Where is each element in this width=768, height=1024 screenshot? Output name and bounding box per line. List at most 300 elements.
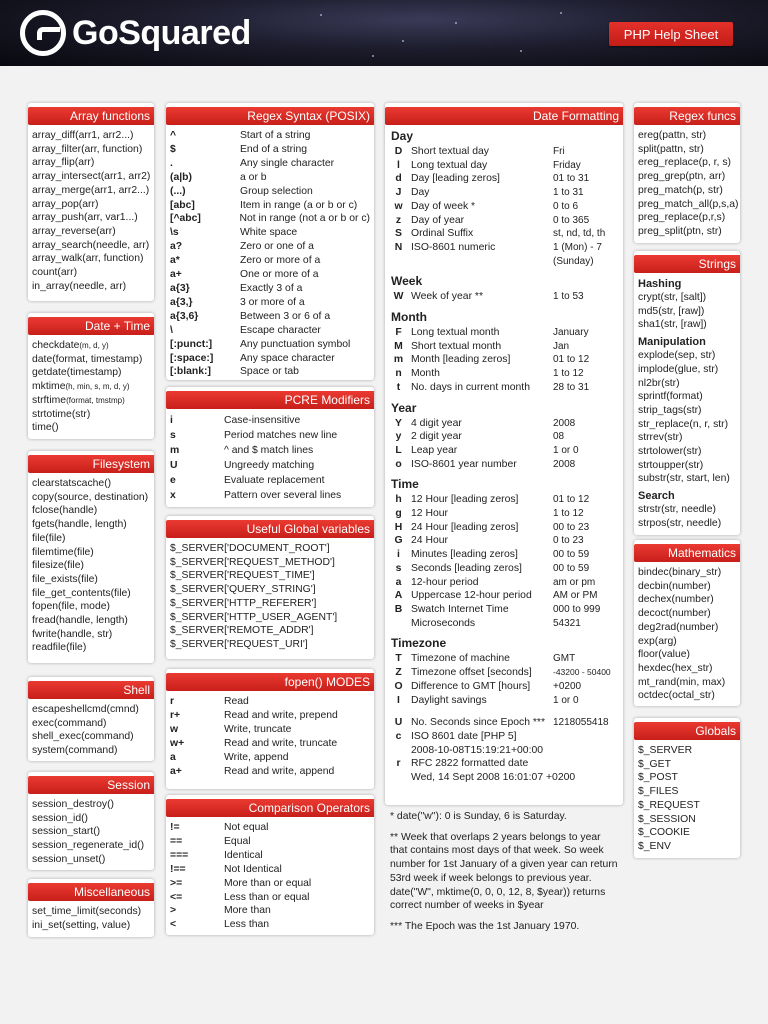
table-row — [391, 353, 619, 367]
list-item: preg_grep(ptn, arr) — [638, 171, 726, 183]
list-item: crypt(str, [salt]) — [638, 292, 707, 303]
list-item: copy(source, destination) — [32, 491, 149, 503]
key: > — [170, 905, 177, 917]
description: No. Seconds since Epoch *** — [411, 717, 546, 729]
key: >= — [170, 877, 183, 889]
list-item: strip_tags(str) — [638, 404, 702, 416]
description: More than — [224, 905, 271, 917]
example-value: +0200 — [553, 680, 582, 692]
session-box — [28, 772, 154, 870]
description: Timezone offset [seconds] — [411, 667, 532, 679]
list-item: session_unset() — [32, 853, 106, 865]
section-heading: Time — [391, 477, 419, 492]
example-value: Fri — [553, 146, 565, 157]
filesystem-box — [28, 451, 154, 663]
example-value: 1 (Mon) - 7 — [553, 241, 602, 253]
table-row — [391, 381, 619, 395]
list-item: $_GET — [638, 758, 671, 770]
table-row — [170, 709, 370, 723]
description: One or more of a — [240, 269, 319, 281]
list-item: nl2br(str) — [638, 377, 680, 389]
example-value: 0 to 23 — [553, 535, 584, 547]
filesystem-list — [28, 477, 154, 655]
table-row — [391, 367, 619, 381]
description: 12-hour period — [411, 576, 479, 588]
list-item — [32, 408, 150, 422]
format-char: h — [395, 494, 402, 506]
list-item: preg_split(ptn, str) — [638, 225, 722, 237]
description: Space or tab — [240, 366, 299, 378]
table-row — [170, 212, 370, 226]
footnote: *** The Epoch was the 1st January 1970. — [390, 920, 580, 932]
description: Read and write, prepend — [224, 709, 338, 721]
format-char: z — [395, 214, 402, 226]
list-item: $_COOKIE — [638, 827, 690, 839]
description: Minutes [leading zeros] — [411, 549, 518, 561]
list-item: fclose(handle) — [32, 505, 98, 517]
list-item: set_time_limit(seconds) — [32, 906, 142, 917]
key: e — [170, 475, 176, 486]
key: == — [170, 835, 183, 847]
list-item: floor(value) — [638, 649, 690, 661]
list-item: fgets(handle, length) — [32, 519, 127, 531]
date-formatting-box — [385, 103, 623, 805]
format-char: c — [395, 730, 402, 742]
session-list — [28, 798, 154, 867]
strings-box — [634, 251, 740, 535]
key: U — [170, 460, 178, 471]
list-item: octdec(octal_str) — [638, 690, 715, 702]
table-row — [170, 891, 370, 905]
description: 2008-10-08T15:19:21+00:00 — [411, 744, 544, 756]
table-row — [391, 145, 619, 159]
list-item: md5(str, [raw]) — [638, 305, 705, 317]
table-row — [170, 835, 370, 849]
key: a+ — [170, 765, 182, 777]
table-row — [170, 695, 370, 709]
key: a{3,6} — [170, 310, 199, 322]
box-title: Filesystem — [28, 455, 154, 473]
key: [^abc] — [170, 213, 201, 225]
description: Short textual day — [411, 146, 489, 157]
description: Item in range (a or b or c) — [240, 199, 358, 211]
description: RFC 2822 formatted date — [411, 758, 529, 770]
date-time-box — [28, 313, 154, 439]
description: Daylight savings — [411, 694, 487, 706]
table-row — [391, 617, 619, 631]
list-item — [32, 394, 150, 408]
table-row — [170, 129, 370, 143]
table-row — [170, 143, 370, 157]
list-item: array_pop(arr) — [32, 198, 99, 210]
group-heading: Search — [638, 490, 675, 503]
description: Not equal — [224, 822, 269, 833]
miscellaneous-list — [28, 905, 154, 932]
example-value: 28 to 31 — [553, 381, 590, 393]
table-row — [391, 757, 619, 771]
description — [406, 255, 553, 269]
example-value: 0 to 365 — [553, 214, 590, 226]
description: 2 digit year — [411, 431, 462, 443]
description: More than or equal — [224, 877, 312, 889]
box-title: Array functions — [28, 107, 154, 125]
description: Not in range (not a or b or c) — [239, 213, 370, 225]
table-row — [391, 589, 619, 603]
description: Difference to GMT [hours] — [411, 680, 531, 692]
format-char — [391, 255, 406, 269]
description: Less than — [224, 919, 270, 931]
key: (...) — [170, 185, 186, 197]
format-char: F — [395, 327, 402, 339]
function-args: (h, min, s, m, d, y) — [65, 382, 130, 392]
table-row — [391, 666, 619, 680]
example-value: 00 to 59 — [553, 549, 590, 561]
list-item: $_SERVER['REQUEST_METHOD'] — [170, 556, 335, 568]
list-item: readfile(file) — [32, 642, 87, 654]
list-item: exec(command) — [32, 717, 107, 729]
function-name: time() — [32, 422, 59, 434]
list-item: file_exists(file) — [32, 573, 98, 585]
key: <= — [170, 891, 183, 903]
list-item: str_replace(n, r, str) — [638, 418, 729, 430]
format-char: w — [394, 200, 403, 212]
table-row — [170, 413, 370, 428]
list-item: $_SERVER['HTTP_REFERER'] — [170, 597, 317, 609]
table-row — [170, 765, 370, 779]
format-char: D — [394, 146, 403, 157]
group-heading: Manipulation — [638, 336, 706, 349]
function-name: strtotime(str) — [32, 408, 91, 420]
format-char — [391, 744, 406, 758]
description: Day of week * — [411, 200, 476, 212]
description: Any space character — [240, 352, 335, 364]
table-row — [391, 159, 619, 173]
table-row — [391, 707, 619, 716]
description: 24 Hour — [411, 535, 448, 547]
regex-posix-table — [166, 129, 374, 379]
example-value: 0 to 6 — [553, 200, 579, 212]
format-char: Y — [395, 417, 402, 429]
description: Long textual day — [411, 159, 488, 171]
table-row — [170, 282, 370, 296]
list-item: filemtime(file) — [32, 546, 94, 558]
table-row — [170, 737, 370, 751]
format-char: A — [394, 590, 403, 602]
description: Evaluate replacement — [224, 475, 325, 486]
table-row — [391, 340, 619, 354]
description: Group selection — [240, 185, 313, 197]
list-item: exp(arg) — [638, 635, 677, 647]
list-item: preg_replace(p,r,s) — [638, 212, 726, 224]
description: 3 or more of a — [240, 296, 305, 308]
description: Equal — [224, 835, 251, 847]
box-title: Mathematics — [634, 544, 740, 562]
description: Not Identical — [224, 863, 282, 875]
example-value: 1 to 31 — [553, 187, 584, 199]
key: [abc] — [170, 199, 195, 211]
table-row — [391, 694, 619, 708]
list-item: $_SERVER['DOCUMENT_ROOT'] — [170, 543, 330, 554]
format-char: S — [395, 228, 402, 240]
table-row — [170, 254, 370, 268]
example-value: 01 to 31 — [553, 173, 590, 185]
php-help-sheet-badge: PHP Help Sheet — [609, 22, 733, 46]
description: ISO-8601 year number — [411, 458, 517, 470]
globals-list — [634, 744, 740, 854]
box-title: Date + Time — [28, 317, 154, 335]
box-title: Shell — [28, 681, 154, 699]
box-title: Regex Syntax (POSIX) — [166, 107, 374, 125]
key: i — [170, 415, 173, 426]
list-item: session_regenerate_id() — [32, 840, 145, 852]
list-item: strpos(str, needle) — [638, 517, 722, 529]
date-time-list — [28, 339, 154, 435]
format-char: r — [396, 758, 401, 770]
date-formatting-table — [385, 129, 623, 785]
table-row — [170, 324, 370, 338]
description: Seconds [leading zeros] — [411, 562, 522, 574]
table-row — [391, 172, 619, 186]
format-char: a — [395, 576, 402, 588]
function-name: getdate(timestamp) — [32, 367, 122, 379]
description: Uppercase 12-hour period — [411, 590, 532, 602]
description: Exactly 3 of a — [240, 282, 303, 294]
table-row — [170, 240, 370, 254]
description: 12 Hour — [411, 508, 448, 520]
table-row — [391, 603, 619, 617]
format-char: L — [395, 444, 402, 456]
description: Zero or more of a — [240, 255, 321, 267]
example-value: 00 to 23 — [553, 521, 590, 533]
description: Any single character — [240, 157, 335, 169]
list-item: ereg(pattn, str) — [638, 130, 707, 141]
miscellaneous-box — [28, 879, 154, 937]
table-row — [391, 458, 619, 472]
format-char — [391, 617, 406, 631]
table-row — [391, 562, 619, 576]
table-row — [391, 241, 619, 255]
description: Pattern over several lines — [224, 490, 342, 501]
example-value: January — [553, 327, 589, 339]
key: \s — [170, 227, 179, 239]
table-row — [391, 326, 619, 340]
key: a{3} — [170, 282, 190, 294]
format-char: T — [395, 653, 402, 665]
example-value: AM or PM — [553, 590, 598, 602]
description: ISO-8601 numeric — [411, 241, 496, 253]
list-item: $_SERVER['REQUEST_URI'] — [170, 638, 308, 650]
table-row — [170, 365, 370, 379]
key: a{3,} — [170, 296, 193, 308]
table-row — [170, 338, 370, 352]
list-item: strtolower(str) — [638, 446, 702, 458]
regex-funcs-list — [634, 129, 740, 239]
list-item: $_FILES — [638, 786, 679, 798]
comparison-operators-box — [166, 795, 374, 935]
format-char: t — [396, 381, 401, 393]
table-row — [391, 680, 619, 694]
format-char: d — [395, 173, 402, 185]
list-item: fwrite(handle, str) — [32, 628, 113, 640]
key: !== — [170, 863, 186, 875]
example-value: 01 to 12 — [553, 494, 590, 506]
example-value: 1 to 53 — [553, 291, 584, 303]
table-row — [170, 458, 370, 473]
key: ^ — [170, 130, 177, 141]
format-char: Z — [395, 667, 402, 679]
function-name: date(format, timestamp) — [32, 353, 143, 365]
section-heading: Year — [391, 400, 417, 415]
list-item: file_get_contents(file) — [32, 587, 131, 599]
description: Week of year ** — [411, 291, 483, 303]
description: Write, truncate — [224, 723, 292, 735]
list-item: array_push(arr, var1...) — [32, 212, 138, 224]
box-title: fopen() MODES — [166, 673, 374, 691]
list-item — [32, 366, 150, 380]
footnote: * date("w"): 0 is Sunday, 6 is Saturday. — [390, 811, 567, 822]
list-item: file(file) — [32, 532, 66, 544]
description — [406, 707, 553, 716]
table-row — [170, 863, 370, 877]
description: Start of a string — [240, 130, 311, 141]
description: Read and write, truncate — [224, 737, 338, 749]
description: Between 3 or 6 of a — [240, 310, 331, 322]
format-char: l — [397, 159, 400, 171]
description: 12 Hour [leading zeros] — [411, 494, 519, 506]
key: w — [170, 723, 179, 735]
list-item: session_start() — [32, 826, 101, 838]
box-title: Regex funcs — [634, 107, 740, 125]
description: Write, append — [224, 751, 289, 763]
description: Day [leading zeros] — [411, 173, 500, 185]
function-args: (m, d, y) — [79, 341, 109, 350]
key: [:punct:] — [170, 338, 213, 350]
description: Ungreedy matching — [224, 460, 315, 471]
list-item: sha1(str, [raw]) — [638, 319, 707, 331]
list-item: bindec(binary_str) — [638, 567, 722, 578]
mathematics-list — [634, 566, 740, 703]
table-row — [170, 428, 370, 443]
list-item: session_destroy() — [32, 799, 115, 810]
list-item: $_ENV — [638, 840, 671, 852]
section-heading: Day — [391, 129, 414, 143]
table-row — [170, 904, 370, 918]
section-heading: Week — [391, 274, 423, 289]
description: No. days in current month — [411, 381, 530, 393]
table-row — [170, 821, 370, 835]
format-char: U — [394, 717, 403, 729]
list-item: preg_match_all(p,s,a) — [638, 198, 739, 210]
box-title: Miscellaneous — [28, 883, 154, 901]
format-char: s — [395, 562, 402, 574]
box-title: Comparison Operators — [166, 799, 374, 817]
key: [:space:] — [170, 352, 214, 364]
table-row — [170, 849, 370, 863]
format-char: M — [394, 340, 403, 352]
list-item: preg_match(p, str) — [638, 184, 723, 196]
regex-funcs-box — [634, 103, 740, 243]
list-item: $_POST — [638, 772, 678, 784]
list-item: strstr(str, needle) — [638, 504, 716, 516]
table-row — [391, 771, 619, 785]
description: 4 digit year — [411, 417, 462, 429]
key: $ — [170, 143, 176, 155]
list-item: $_SERVER['REMOTE_ADDR'] — [170, 625, 314, 637]
list-item — [32, 380, 150, 394]
list-item: implode(glue, str) — [638, 363, 719, 375]
function-name: strftime — [32, 394, 67, 406]
list-item: hexdec(hex_str) — [638, 662, 713, 674]
description: ^ and $ match lines — [224, 445, 314, 456]
box-title: Strings — [634, 255, 740, 273]
gosquared-logo-icon — [20, 10, 66, 56]
format-char: o — [395, 458, 402, 470]
format-char: H — [394, 521, 403, 533]
useful-global-variables-list — [166, 542, 374, 652]
format-char: W — [393, 291, 404, 303]
list-item: $_SERVER['QUERY_STRING'] — [170, 584, 316, 596]
function-args: (format, tmstmp) — [66, 395, 125, 405]
example-value: 1218055418 — [553, 717, 609, 729]
example-value: 1 or 0 — [553, 694, 579, 706]
table-row — [170, 488, 370, 503]
fopen-modes-table — [166, 695, 374, 778]
logo-text: GoSquared — [72, 13, 251, 52]
table-row — [391, 652, 619, 666]
logo — [20, 10, 251, 56]
function-name: checkdate — [32, 340, 80, 351]
description: Any punctuation symbol — [240, 338, 351, 350]
fopen-modes-box — [166, 669, 374, 789]
list-item: array_search(needle, arr) — [32, 239, 150, 251]
format-char: B — [394, 603, 403, 615]
table-row — [391, 521, 619, 535]
table-row — [170, 157, 370, 171]
list-item: ereg_replace(p, r, s) — [638, 157, 731, 169]
key: [:blank:] — [170, 366, 211, 378]
table-row — [170, 199, 370, 213]
list-item: array_reverse(arr) — [32, 225, 116, 237]
table-row — [391, 716, 619, 730]
table-row — [391, 507, 619, 521]
table-row — [391, 227, 619, 241]
key: a+ — [170, 269, 182, 281]
table-row — [391, 730, 619, 744]
example-value: Jan — [553, 340, 570, 352]
strings-list — [634, 277, 740, 531]
list-item: filesize(file) — [32, 560, 84, 572]
table-row — [391, 744, 619, 758]
list-item: escapeshellcmd(cmnd) — [32, 704, 139, 715]
table-row — [391, 290, 619, 304]
list-item: $_SESSION — [638, 813, 696, 825]
key: < — [170, 919, 177, 931]
table-row — [391, 214, 619, 228]
description: a or b — [240, 171, 267, 183]
description: Identical — [224, 849, 263, 861]
example-value: Friday — [553, 159, 581, 171]
list-item — [32, 421, 150, 435]
table-row — [170, 310, 370, 324]
key: . — [170, 157, 173, 169]
list-item: sprintf(format) — [638, 391, 703, 403]
table-row — [170, 171, 370, 185]
table-row — [170, 268, 370, 282]
example-value: am or pm — [553, 576, 596, 588]
table-row — [170, 473, 370, 488]
format-char: O — [394, 680, 403, 692]
example-value: 01 to 12 — [553, 354, 590, 366]
